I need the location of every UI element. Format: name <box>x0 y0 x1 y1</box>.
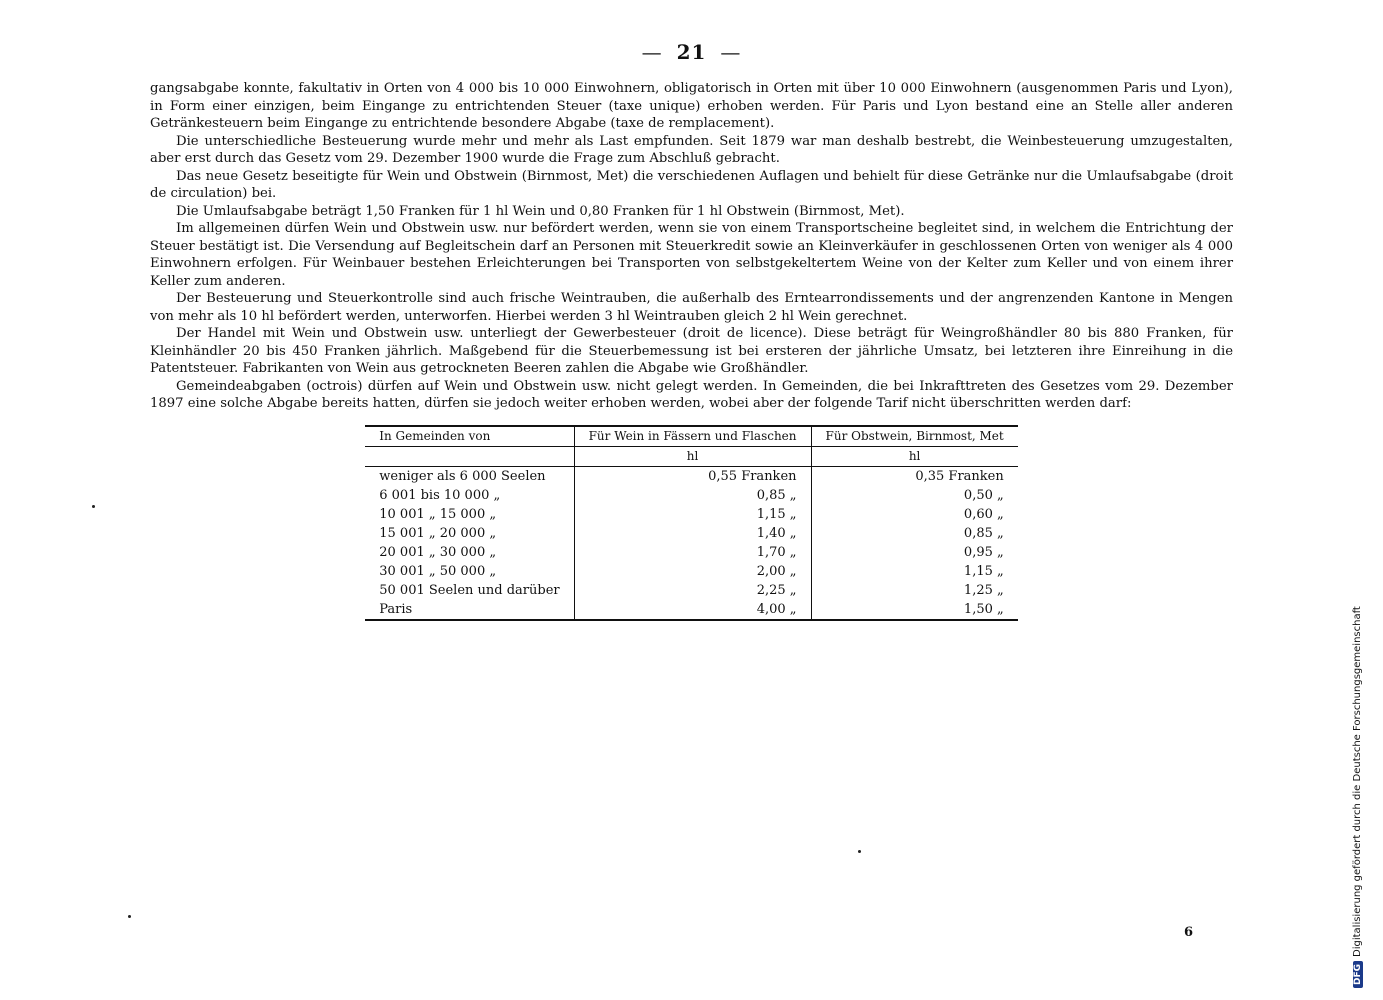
signature-mark: 6 <box>1183 925 1193 940</box>
paragraph: gangsabgabe konnte, fakultativ in Orten von 4 000 bis 10 000 Einwohnern, obligatorisch in Orten mit über 10 000 Einwohnern (ausgenommen Paris und Lyon), in Form einer einzigen, beim Eingange zu entrichtenden Steuer (taxe unique) erhoben werden. Für Paris und Lyon bestand eine an Stelle aller anderen Getränkesteuern beim Eingange zu entrichtende besondere Abgabe (taxe de remplacement). <box>150 81 1233 131</box>
scan-speck <box>858 850 861 853</box>
row-cider-rate: 0,60 „ <box>811 505 1018 524</box>
header-dash-left: — <box>641 40 663 64</box>
row-label: 20 001 „ 30 000 „ <box>379 544 497 560</box>
table-row <box>365 543 1017 562</box>
digitization-text: Digitalisierung gefördert durch die Deutsche Forschungsgemeinschaft <box>1352 606 1363 957</box>
table-row <box>365 600 1017 620</box>
table-header-row <box>365 426 1017 447</box>
row-wine-rate: 2,25 „ <box>574 581 811 600</box>
row-wine-rate: 1,15 „ <box>574 505 811 524</box>
page-number: 21 <box>676 40 707 64</box>
table-row <box>365 524 1017 543</box>
row-label: 10 001 „ 15 000 „ <box>379 506 497 522</box>
row-label: 15 001 „ 20 000 „ <box>379 525 497 541</box>
paragraph: Der Handel mit Wein und Obstwein usw. unterliegt der Gewerbesteuer (droit de licence). Diese beträgt für Weingroßhändler 80 bis 880 Franken, für Kleinhändler 20 bis 450 Franken jährlich. Maßgebend für die Steuerbemessung ist bei ersteren der jährliche Umsatz, bei letzteren ihre Einreihung in die Patentsteuer. Fabrikanten von Wein aus getrockneten Beeren zahlen die Abgabe wie Großhändler. <box>150 326 1233 376</box>
table-unit-row <box>365 446 1017 466</box>
col-header-cider: Für Obstwein, Birnmost, Met <box>811 426 1018 447</box>
row-cider-rate: 0,85 „ <box>811 524 1018 543</box>
row-wine-rate: 0,55 Franken <box>574 466 811 486</box>
row-cider-rate: 0,95 „ <box>811 543 1018 562</box>
row-cider-rate: 1,15 „ <box>811 562 1018 581</box>
page-header <box>150 40 1233 64</box>
table-row <box>365 486 1017 505</box>
table-row <box>365 562 1017 581</box>
row-wine-rate: 1,70 „ <box>574 543 811 562</box>
row-label: 50 001 Seelen und darüber <box>379 582 560 598</box>
row-cider-rate: 0,35 Franken <box>811 466 1018 486</box>
col-header-wine: Für Wein in Fässern und Flaschen <box>574 426 811 447</box>
header-dash-right: — <box>720 40 742 64</box>
scan-speck <box>128 915 131 918</box>
row-wine-rate: 1,40 „ <box>574 524 811 543</box>
row-label: Paris <box>365 600 574 620</box>
dfg-logo-icon: DFG <box>1353 961 1363 988</box>
unit-wine: hl <box>574 446 811 466</box>
paragraph: Gemeindeabgaben (octrois) dürfen auf Wein und Obstwein usw. nicht gelegt werden. In Gemeinden, die bei Inkrafttreten des Gesetzes vom 29. Dezember 1897 eine solche Abgabe bereits hatten, dürfen sie jedoch weiter erhoben werden, wobei aber der folgende Tarif nicht überschritten werden darf: <box>150 378 1233 411</box>
row-cider-rate: 1,25 „ <box>811 581 1018 600</box>
row-wine-rate: 4,00 „ <box>574 600 811 620</box>
row-label: 30 001 „ 50 000 „ <box>379 563 497 579</box>
row-cider-rate: 1,50 „ <box>811 600 1018 620</box>
row-label: weniger als 6 000 Seelen <box>379 468 546 484</box>
scan-speck <box>92 505 95 508</box>
paragraph: Das neue Gesetz beseitigte für Wein und Obstwein (Birnmost, Met) die verschiedenen Auflagen und behielt für diese Getränke nur die Umlaufsabgabe (droit de circulation) bei. <box>150 168 1233 201</box>
row-wine-rate: 2,00 „ <box>574 562 811 581</box>
octroi-rate-table <box>365 425 1017 621</box>
table-row <box>365 466 1017 486</box>
digitization-note <box>1352 606 1363 988</box>
row-cider-rate: 0,50 „ <box>811 486 1018 505</box>
paragraph: Im allgemeinen dürfen Wein und Obstwein usw. nur befördert werden, wenn sie von einem Transportscheine begleitet sind, in welchem die Entrichtung der Steuer bestätigt ist. Die Versendung auf Begleitschein darf an Personen mit Steuerkredit sowie an Kleinverkäufer in geschlossenen Orten von weniger als 4 000 Einwohnern erfolgen. Für Weinbauer bestehen Erleichterungen bei Transporten von selbstgekeltertem Weine von der Kelter zum Keller und von einem ihrer Keller zum anderen. <box>150 221 1233 289</box>
paragraph: Die unterschiedliche Besteuerung wurde mehr und mehr als Last empfunden. Seit 1879 war man deshalb bestrebt, die Weinbesteuerung umzugestalten, aber erst durch das Gesetz vom 29. Dezember 1900 wurde die Frage zum Abschluß gebracht. <box>150 133 1233 166</box>
table-row <box>365 581 1017 600</box>
table-row <box>365 505 1017 524</box>
unit-cider: hl <box>811 446 1018 466</box>
row-label: 6 001 bis 10 000 „ <box>379 487 501 503</box>
col-header-municipality: In Gemeinden von <box>365 426 574 447</box>
row-wine-rate: 0,85 „ <box>574 486 811 505</box>
paragraph: Die Umlaufsabgabe beträgt 1,50 Franken für 1 hl Wein und 0,80 Franken für 1 hl Obstwein (Birnmost, Met). <box>176 203 905 219</box>
paragraph: Der Besteuerung und Steuerkontrolle sind auch frische Weintrauben, die außerhalb des Erntearrondissements und der angrenzenden Kantone in Mengen von mehr als 10 hl befördert werden, unterworfen. Hierbei werden 3 hl Weintrauben gleich 2 hl Wein gerechnet. <box>150 291 1233 324</box>
